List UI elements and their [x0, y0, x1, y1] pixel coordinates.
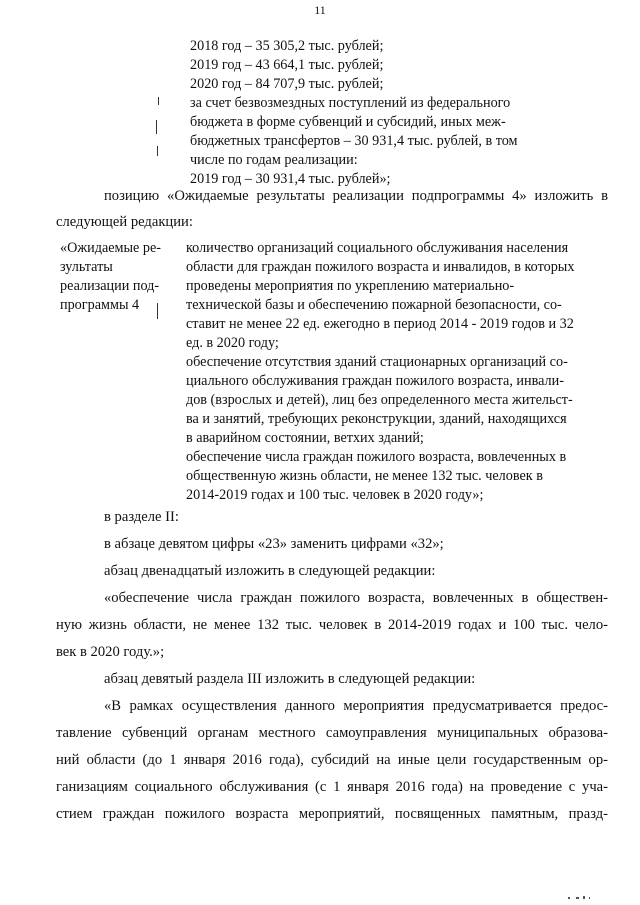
quoted-paragraph-line: стием граждан пожилого возраста мероприятий, посвященных памятным, празд- [56, 806, 608, 822]
quoted-paragraph-line: «обеспечение числа граждан пожилого возраста, вовлеченных в обществен- [104, 590, 608, 606]
funding-line: бюджета в форме субвенций и субсидий, иных меж- [190, 114, 506, 130]
funding-line: бюджетных трансфертов – 30 931,4 тыс. рублей, в том [190, 133, 518, 149]
funding-line: 2018 год – 35 305,2 тыс. рублей; [190, 38, 384, 54]
table-content-line: технической базы и обеспечению пожарной безопасности, со- [186, 297, 562, 313]
margin-mark [157, 146, 158, 156]
table-content-line: общественную жизнь области, не менее 132 тыс. человек в [186, 468, 543, 484]
quoted-paragraph-line: ганизациям социального обслуживания (с 1 января 2016 года) на проведение с уча- [56, 779, 608, 795]
table-content-line: проведены мероприятия по укреплению материально- [186, 278, 515, 294]
table-content-line: количество организаций социального обслуживания населения [186, 240, 569, 256]
paragraph: абзац девятый раздела III изложить в следующей редакции: [104, 671, 476, 687]
funding-line: 2020 год – 84 707,9 тыс. рублей; [190, 76, 384, 92]
table-content-line: обеспечение числа граждан пожилого возраста, вовлеченных в [186, 449, 567, 465]
table-content-line: ставит не менее 22 ед. ежегодно в период 2014 - 2019 годов и 32 [186, 316, 574, 332]
table-content-line: ед. в 2020 году; [186, 335, 279, 351]
margin-mark [157, 303, 158, 319]
quoted-paragraph-line: тавление субвенций органам местного самоуправления муниципальных образова- [56, 725, 608, 741]
page-number: 11 [314, 3, 326, 17]
table-label-line: программы 4 [60, 297, 140, 313]
quoted-paragraph-line: ний области (до 1 января 2016 года), субсидий на иные цели государственным ор- [56, 752, 608, 768]
quoted-paragraph-line: «В рамках осуществления данного мероприятия предусматривается предос- [104, 698, 608, 714]
funding-line: 2019 год – 43 664,1 тыс. рублей; [190, 57, 384, 73]
scan-speck [583, 896, 585, 899]
intro-paragraph-line: позицию «Ожидаемые результаты реализации подпрограммы 4» изложить в [104, 188, 608, 204]
funding-line: 2019 год – 30 931,4 тыс. рублей»; [190, 171, 391, 187]
table-content-line: ва и занятий, требующих реконструкции, зданий, находящихся [186, 411, 567, 427]
table-content-line: дов (взрослых и детей), лиц без определенного места жительст- [186, 392, 573, 408]
paragraph: абзац двенадцатый изложить в следующей редакции: [104, 563, 436, 579]
quoted-paragraph-line: век в 2020 году.»; [56, 644, 165, 660]
table-content-line: в аварийном состоянии, ветхих зданий; [186, 430, 424, 446]
table-label-line: реализации под- [60, 278, 160, 294]
funding-line: за счет безвозмездных поступлений из федерального [190, 95, 511, 111]
table-content-line: циального обслуживания граждан пожилого возраста, инвали- [186, 373, 564, 389]
paragraph: в разделе II: [104, 509, 179, 525]
table-label-line: зультаты [60, 259, 113, 275]
scan-speck [568, 897, 570, 899]
table-content-line: 2014-2019 годах и 100 тыс. человек в 2020 году»; [186, 487, 484, 503]
table-label-line: «Ожидаемые ре- [60, 240, 162, 256]
scan-speck [589, 897, 590, 899]
intro-paragraph-line: следующей редакции: [56, 214, 193, 230]
table-content-line: обеспечение отсутствия зданий стационарных организаций со- [186, 354, 568, 370]
quoted-paragraph-line: ную жизнь области, не менее 132 тыс. человек в 2014-2019 годах и 100 тыс. чело- [56, 617, 608, 633]
scan-speck [576, 897, 579, 899]
paragraph: в абзаце девятом цифры «23» заменить цифрами «32»; [104, 536, 444, 552]
funding-line: числе по годам реализации: [190, 152, 358, 168]
margin-mark [158, 97, 159, 105]
table-content-line: области для граждан пожилого возраста и инвалидов, в которых [186, 259, 575, 275]
margin-mark [156, 120, 157, 134]
